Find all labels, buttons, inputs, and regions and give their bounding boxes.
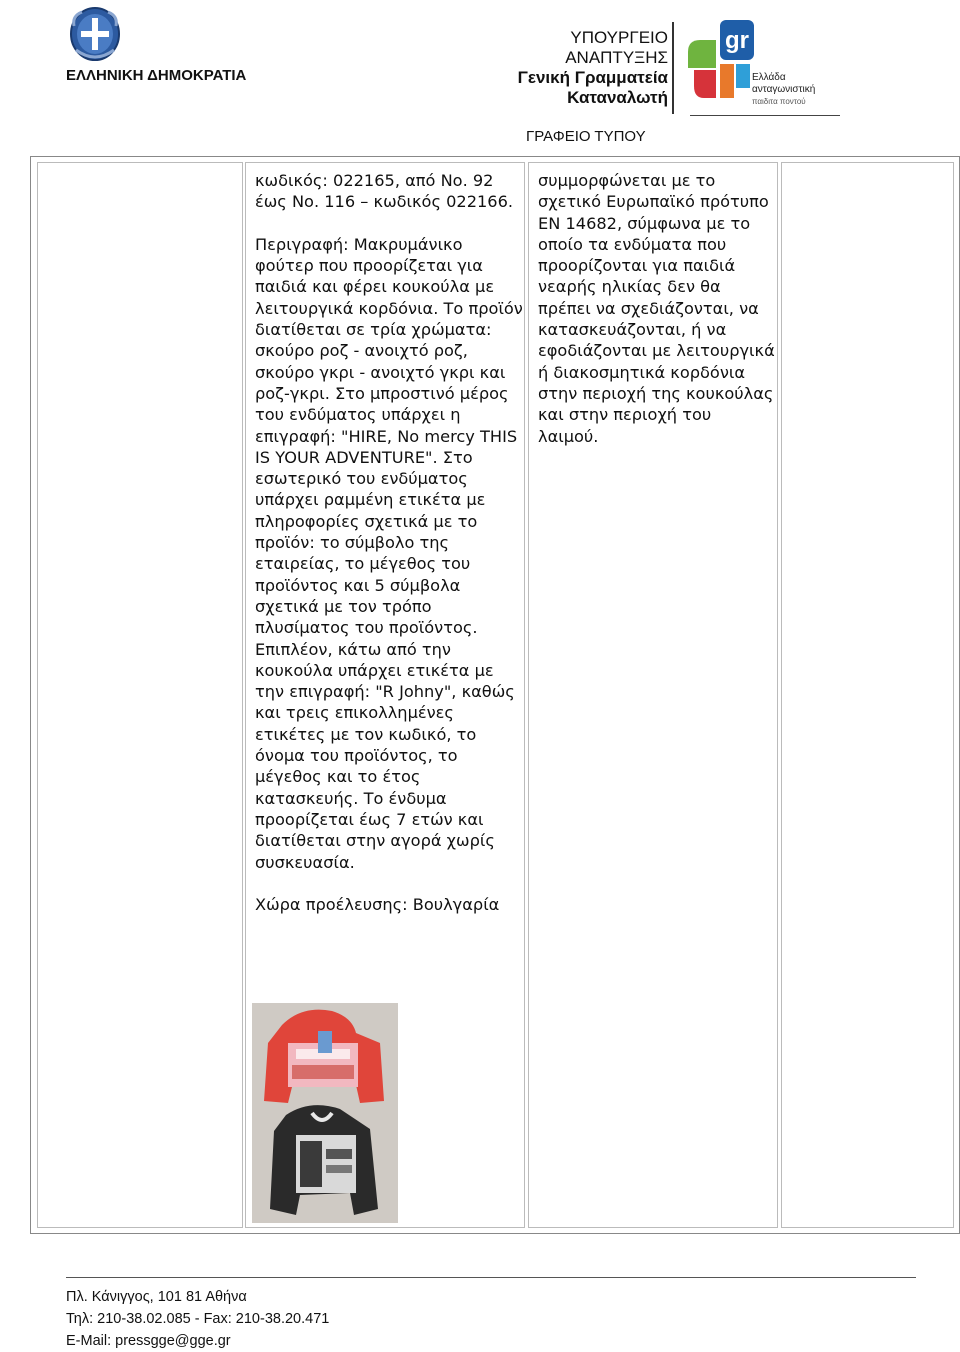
logo-text-line-2: ανταγωνιστική bbox=[752, 84, 816, 95]
header-divider bbox=[672, 22, 674, 114]
product-description-text: Περιγραφή: Μακρυμάνικο φούτερ που προορίζεται για παιδιά και φέρει κουκούλα με λειτουργικά κορδόνια. Το προϊόν διατίθεται σε τρία χρώματα: σκούρο ροζ - ανοιχτό ροζ, σκούρο γκρι - ανοιχτό γκρι και ροζ-γκρι. Στο μπροστινό μέρος του ενδύματος υπάρχει η επιγραφή: "HIRE, No mercy THIS IS YOUR ADVENTURE". Στο εσωτερικό του ενδύματος υπάρχει ραμμένη ετικέτα με πληροφορίες σχετικά με το προϊόν: το σύμβολο της εταιρείας, το μέγεθος του προϊόντος και 5 σύμβολα σχετικά με τον τρόπο πλυσίματος του προϊόντος. Επιπλέον, κάτω από την κουκούλα υπάρχει ετικέτα με την επιγραφή: "R Johny", καθώς και τρεις επικολλημένες ετικέτες με τον κωδικό, το όνομα του προϊόντος, το μέγεθος και το έτος κατασκευής. Το ένδυμα προορίζεται έως 7 ετών και διατίθεται στην αγορά χωρίς συσκευασία. bbox=[255, 234, 523, 872]
greece-competitive-logo bbox=[686, 18, 758, 100]
table-cell-4 bbox=[781, 162, 954, 1228]
product-photo-hoodies bbox=[252, 1003, 398, 1223]
republic-title: ΕΛΛΗΝΙΚΗ ΔΗΜΟΚΡΑΤΙΑ bbox=[66, 67, 247, 84]
standard-compliance-text bbox=[538, 170, 776, 447]
logo-tagline bbox=[752, 72, 815, 108]
logo-text-line-3: παιδιτα ποντού bbox=[752, 97, 806, 106]
ministry-line-2: ΑΝΑΠΤΥΞΗΣ bbox=[565, 48, 668, 67]
ministry-line-3: Γενική Γραμματεία bbox=[517, 68, 668, 87]
footer-contact bbox=[66, 1286, 329, 1352]
ministry-line-4: Καταναλωτή bbox=[567, 88, 668, 107]
product-code-text: κωδικός: 022165, από Νο. 92 έως Νο. 116 – κωδικός 022166. bbox=[255, 171, 514, 212]
country-of-origin: Χώρα προέλευσης: Βουλγαρία bbox=[255, 895, 500, 915]
greek-coat-of-arms-emblem bbox=[68, 6, 122, 62]
footer-divider bbox=[66, 1277, 916, 1278]
compliance-paragraph: συμμορφώνεται με το σχετικό Ευρωπαϊκό πρότυπο ΕΝ 14682, σύμφωνα με το οποίο τα ενδύματα που προορίζονται για παιδιά νεαρής ηλικίας δεν θα πρέπει να σχεδιάζονται, να κατασκευάζονται, ή να εφοδιάζονται με λειτουργικά ή διακοσμητικά κορδόνια στην περιοχή της κουκούλας και στην περιοχή του λαιμού. bbox=[538, 171, 775, 446]
logo-mark-text: gr bbox=[725, 27, 749, 54]
ministry-line-1: ΥΠΟΥΡΓΕΙΟ bbox=[570, 28, 668, 47]
logo-underline bbox=[690, 115, 840, 116]
product-description bbox=[255, 170, 523, 937]
ministry-name bbox=[490, 28, 668, 108]
logo-text-line-1: Ελλάδα bbox=[752, 72, 786, 83]
footer-phone-fax: Τηλ: 210-38.02.085 - Fax: 210-38.20.471 bbox=[66, 1311, 330, 1327]
press-office-label: ΓΡΑΦΕΙΟ ΤΥΠΟΥ bbox=[526, 128, 646, 145]
footer-address: Πλ. Κάνιγγος, 101 81 Αθήνα bbox=[66, 1289, 247, 1305]
footer-email[interactable]: E-Mail: pressgge@gge.gr bbox=[66, 1333, 231, 1349]
table-cell-1 bbox=[37, 162, 243, 1228]
